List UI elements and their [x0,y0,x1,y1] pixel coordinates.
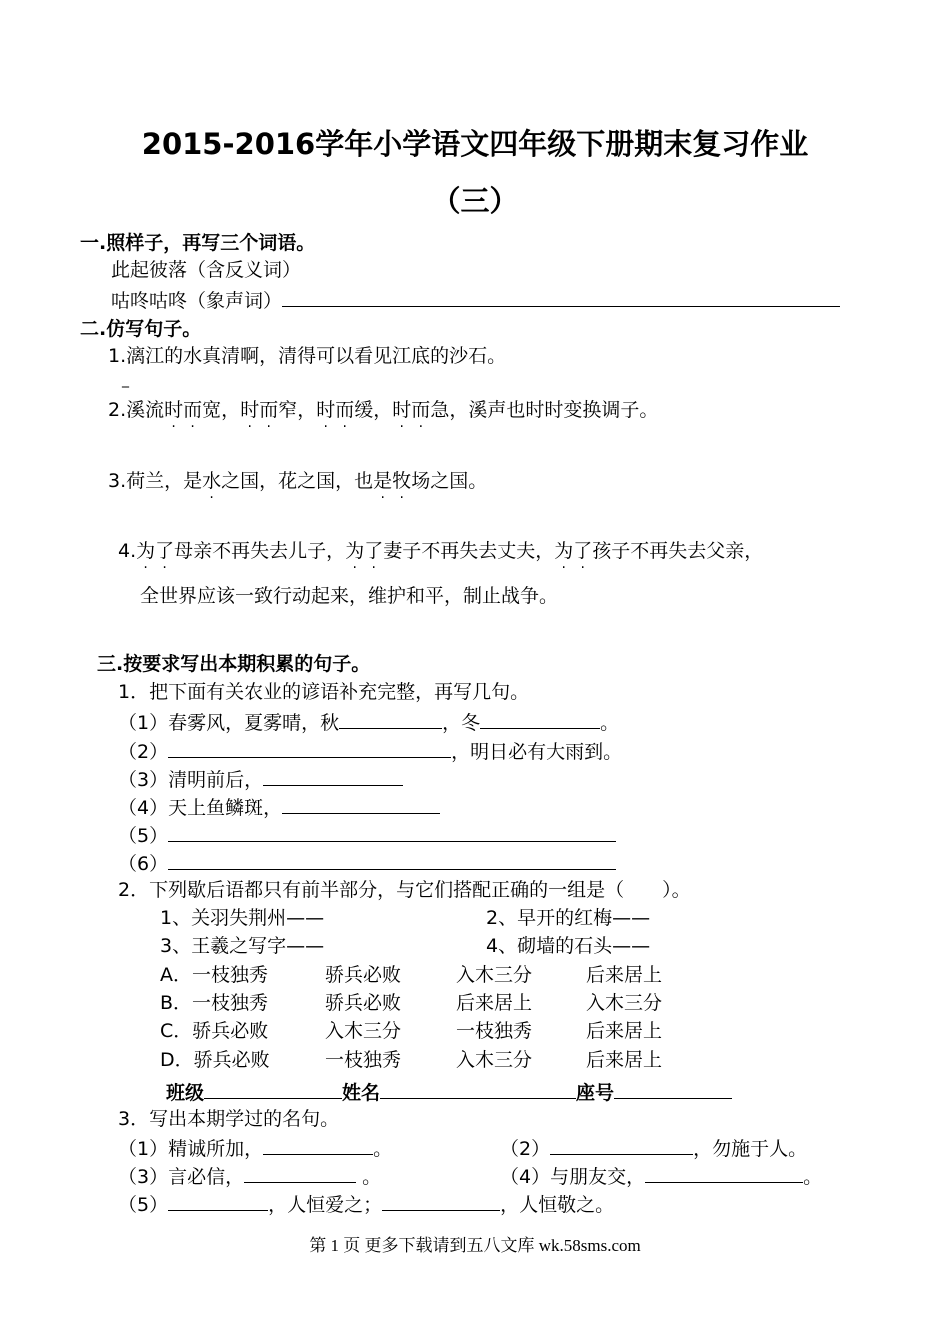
student-info-row [166,1078,732,1106]
class-field[interactable] [204,1078,342,1099]
sentence-1: 1.漓江的水真清啊，清得可以看见江底的沙石。 [108,345,507,367]
option-cell: 后来居上 [586,964,663,986]
answer-blank-1[interactable] [282,286,840,307]
answer-blank[interactable] [168,737,451,758]
option-cell: 一枝独秀 [456,1020,533,1042]
seat-field[interactable] [614,1078,732,1099]
q1-label: 1．把下面有关农业的谚语补充完整，再写几句。 [118,681,530,703]
name-field[interactable] [380,1078,576,1099]
sentence-4b: 全世界应该一致行动起来，维护和平，制止战争。 [140,585,559,607]
page-footer: 第 1 页 更多下载请到五八文库 wk.58sms.com [309,1236,641,1255]
option-cell[interactable]: C．骄兵必败 [160,1020,269,1042]
section1-example2: 咕咚咕咚（象声词） [111,290,283,312]
sentence-4a: 4.为了母亲不再失去儿子，为了妻子不再失去丈夫，为了孩子不再失去父亲， [118,540,764,562]
q2-prompt2: 2、早开的红梅—— [486,907,651,929]
answer-blank[interactable] [263,765,403,786]
option-cell: 后来居上 [586,1020,663,1042]
q3-item5: （5） ，人恒爱之； ，人恒敬之。 [118,1190,614,1218]
answer-blank[interactable] [168,1190,268,1211]
dash-mark: _ [122,372,129,388]
answer-blank[interactable] [263,1134,373,1155]
answer-blank[interactable] [168,821,616,842]
name-label: 姓名 [342,1082,381,1104]
option-cell: 后来居上 [456,992,533,1014]
q1-item5: （5） [118,821,616,849]
q3-label: 3．写出本期学过的名句。 [118,1108,340,1130]
section1-example2-row [111,286,840,314]
option-cell: 后来居上 [586,1049,663,1071]
answer-blank[interactable] [339,708,442,729]
answer-blank[interactable] [550,1134,693,1155]
option-cell: 骄兵必败 [325,964,402,986]
q3-item1: （1）精诚所加， 。 [118,1134,392,1162]
option-cell[interactable]: B．一枝独秀 [160,992,269,1014]
sentence-2: 2.溪流时而宽，时而窄，时而缓，时而急，溪声也时时变换调子。 [108,399,659,421]
section1-example1: 此起彼落（含反义词） [111,259,302,281]
q1-item3: （3）清明前后， [118,765,403,793]
option-cell: 入木三分 [586,992,663,1014]
q2-prompt3: 3、王羲之写字—— [160,935,325,957]
answer-blank[interactable] [382,1190,500,1211]
section2-heading: 二.仿写句子。 [80,318,202,340]
option-cell[interactable]: A．一枝独秀 [160,964,268,986]
q1-item4: （4）天上鱼鳞斑， [118,793,440,821]
section1-heading: 一.照样子，再写三个词语。 [80,232,316,254]
answer-blank[interactable] [282,793,440,814]
q1-item2: （2） ，明日必有大雨到。 [118,737,622,765]
q2-label: 2．下列歇后语都只有前半部分，与它们搭配正确的一组是（ ）。 [118,879,691,901]
answer-blank[interactable] [645,1162,803,1183]
q1-item6: （6） [118,849,616,877]
option-cell: 一枝独秀 [325,1049,402,1071]
answer-blank[interactable] [168,849,616,870]
q3-item3: （3）言必信， 。 [118,1162,381,1190]
page-title: 2015-2016学年小学语文四年级下册期末复习作业 [141,127,809,161]
q2-prompt4: 4、砌墙的石头—— [486,935,651,957]
q3-item4: （4）与朋友交， 。 [500,1162,822,1190]
section3-heading: 三.按要求写出本期积累的句子。 [97,653,371,675]
sentence-3: 3.荷兰，是水之国，花之国，也是牧场之国。 [108,470,488,492]
q3-item2: （2） ，勿施于人。 [500,1134,807,1162]
option-cell: 骄兵必败 [325,992,402,1014]
seat-label: 座号 [576,1082,615,1104]
option-cell: 入木三分 [456,1049,533,1071]
q2-prompt1: 1、关羽失荆州—— [160,907,325,929]
q1-item1: （1）春雾风，夏雾晴，秋 ，冬 。 [118,708,619,736]
option-cell: 入木三分 [325,1020,402,1042]
answer-blank[interactable] [244,1162,356,1183]
page-subtitle: （三） [431,184,519,218]
answer-blank[interactable] [480,708,600,729]
option-cell: 入木三分 [456,964,533,986]
class-label: 班级 [166,1082,205,1104]
option-cell[interactable]: D．骄兵必败 [160,1049,270,1071]
